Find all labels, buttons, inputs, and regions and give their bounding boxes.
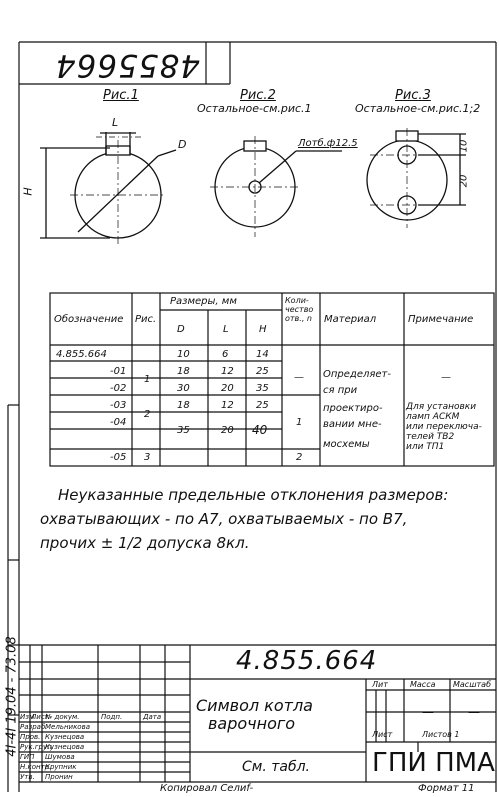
title-material: См. табл. xyxy=(242,759,311,775)
header-designation: Обозначение xyxy=(54,314,124,325)
tolerance-note-line-1: Неуказанные предельные отклонения размеров: xyxy=(58,486,449,504)
name-3: Шумова xyxy=(45,753,75,761)
figure-1-dim-d: D xyxy=(178,138,187,151)
row-5-figure: 3 xyxy=(144,452,151,463)
row-2-h: 35 xyxy=(256,383,269,394)
figure-1-dim-h: H xyxy=(21,187,35,196)
title-doc-number: 4.855.664 xyxy=(236,646,378,676)
lit-label: Лит xyxy=(372,680,388,689)
note-extra-1: телей ТВ2 xyxy=(406,432,455,442)
row-4-d: 35 xyxy=(177,425,190,436)
row-1-d: 18 xyxy=(177,366,190,377)
role-4: Н.контр. xyxy=(20,763,52,771)
col-header-doc: № докум. xyxy=(45,713,80,721)
sheet-label: Лист xyxy=(372,730,393,739)
mass-value: — xyxy=(422,705,434,719)
name-0: Мельникова xyxy=(45,723,90,731)
header-figure: Рис. xyxy=(135,314,157,325)
sheets-label: Листов 1 xyxy=(422,730,460,739)
row-2-material: ся при xyxy=(323,385,358,396)
title-name-line-1: Символ котла xyxy=(196,696,313,715)
row-1-count: — xyxy=(294,372,304,383)
name-2: Кузнецова xyxy=(45,743,85,751)
row-4-designation: -04 xyxy=(110,417,127,428)
col-header-list: Лист xyxy=(31,713,49,721)
figure-3-dim-bottom: 20 xyxy=(458,174,470,188)
tolerance-note-line-2: охватывающих - по А7, охватываемых - по В7, xyxy=(40,510,408,528)
header-note: Примечание xyxy=(408,314,474,325)
row-4-material: вании мне- xyxy=(323,419,382,430)
scale-value: — xyxy=(468,705,480,719)
row-2-d: 30 xyxy=(177,383,190,394)
row-0-designation: 4.855.664 xyxy=(56,349,107,360)
header-count: Коли-чество отв., n xyxy=(285,296,314,323)
row-5-designation: -05 xyxy=(110,452,127,463)
row-0-d: 10 xyxy=(177,349,190,360)
row-4-h: 40 xyxy=(252,423,268,437)
row-0-l: 6 xyxy=(222,349,229,360)
figure-1-dim-l: L xyxy=(112,116,119,129)
row-3-note: Для установки xyxy=(406,402,477,412)
note-extra-2: или ТП1 xyxy=(406,442,445,452)
col-header-izm: Изм xyxy=(20,713,35,721)
scale-label: Масштаб xyxy=(453,680,492,689)
mass-label: Масса xyxy=(410,680,436,689)
figure-1-title: Рис.1 xyxy=(103,88,139,103)
row-1-l: 12 xyxy=(221,366,234,377)
role-0: Разраб. xyxy=(20,723,48,731)
row-5-material: мосхемы xyxy=(323,439,370,450)
row-2-l: 20 xyxy=(221,383,234,394)
row-2-designation: -02 xyxy=(110,383,127,394)
col-header-date: Дата xyxy=(143,713,162,721)
header-sizes: Размеры, мм xyxy=(170,296,237,307)
figure-3-dim-top: 10 xyxy=(458,139,470,153)
name-4: Крупник xyxy=(45,763,77,771)
name-5: Пронин xyxy=(45,773,73,781)
row-4-count: 1 xyxy=(296,417,303,428)
header-material: Материал xyxy=(324,314,377,325)
col-header-sign: Подп. xyxy=(101,713,123,721)
row-0-h: 14 xyxy=(256,349,269,360)
side-stamp: 4I-4I 19.04 - 73.08 xyxy=(4,636,20,757)
footer-copied: Копировал Селиf- xyxy=(160,783,254,794)
row-3-l: 12 xyxy=(221,400,234,411)
figure-2-title: Рис.2 xyxy=(240,88,276,103)
role-5: Утв. xyxy=(20,773,35,781)
footer-format: Формат 11 xyxy=(418,783,475,794)
figure-3-title: Рис.3 xyxy=(395,88,431,103)
row-5-note: или переключа- xyxy=(406,422,482,432)
tolerance-note-line-3: прочих ± 1/2 допуска 8кл. xyxy=(40,534,250,552)
title-name-line-2: варочного xyxy=(208,714,296,733)
row-3-d: 18 xyxy=(177,400,190,411)
row-1-designation: -01 xyxy=(110,366,127,377)
row-3-designation: -03 xyxy=(110,400,127,411)
header-d: D xyxy=(177,324,185,335)
row-4-figure: 2 xyxy=(144,409,151,420)
row-5-count: 2 xyxy=(296,452,303,463)
role-2: Рук.груп. xyxy=(20,743,54,751)
rotated-doc-number: 4855664 xyxy=(54,47,200,83)
figure-3-subtitle: Остальное-см.рис.1;2 xyxy=(355,102,481,115)
figure-2-hole-note: Лотб.ф12.5 xyxy=(298,138,358,149)
row-1-note: — xyxy=(441,372,451,383)
role-1: Пров. xyxy=(20,733,41,741)
row-3-h: 25 xyxy=(256,400,269,411)
row-1-material: Определяет- xyxy=(323,369,391,380)
organization-name: ГПИ ПМА xyxy=(372,748,495,778)
row-3-material: проектиро- xyxy=(323,403,383,414)
row-4-l: 20 xyxy=(221,425,234,436)
row-1-figure: 1 xyxy=(144,374,151,385)
row-1-h: 25 xyxy=(256,366,269,377)
figure-2-subtitle: Остальное-см.рис.1 xyxy=(197,102,312,115)
role-3: ГИП xyxy=(20,753,35,761)
name-1: Кузнецова xyxy=(45,733,85,741)
row-4-note: ламп АСКМ xyxy=(406,412,460,422)
header-l: L xyxy=(223,324,229,335)
header-h: H xyxy=(259,324,267,335)
